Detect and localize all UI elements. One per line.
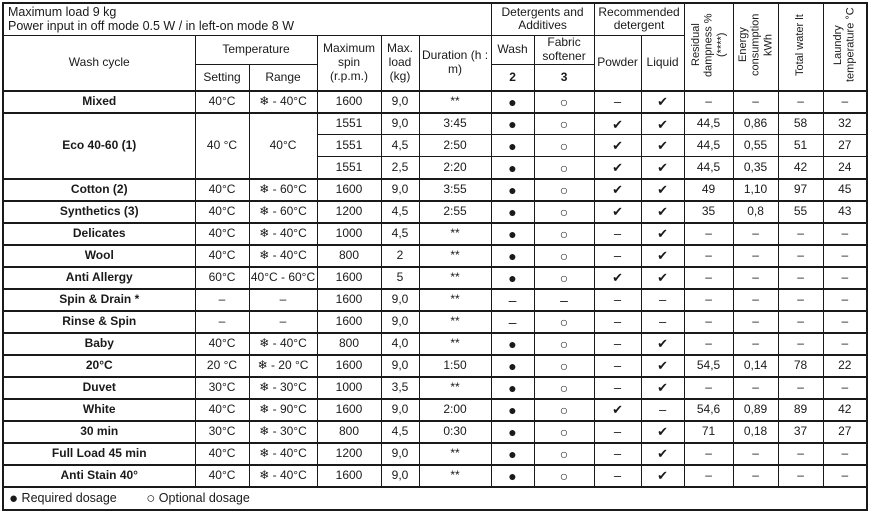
energy-consumption-value: 0,35 (733, 157, 778, 179)
energy-consumption-value: – (733, 377, 778, 399)
max-load: 9,0 (381, 289, 419, 311)
powder-check: – (594, 311, 641, 333)
temp-setting: 60°C (195, 267, 249, 289)
total-water-value: – (778, 289, 823, 311)
total-water-value: 89 (778, 399, 823, 421)
powder-check: ✔ (594, 267, 641, 289)
softener-dosage: ○ (534, 201, 594, 223)
wash-dosage: ● (491, 267, 534, 289)
max-spin: 1000 (317, 223, 381, 245)
laundry-temperature-value: 24 (823, 157, 867, 179)
powder-check: – (594, 443, 641, 465)
wash-programs-body (3, 91, 867, 487)
softener-dosage: ○ (534, 179, 594, 201)
wash-dosage: ● (491, 399, 534, 421)
wash-cycle-name: 20°C (3, 355, 195, 377)
laundry-temperature-value: 22 (823, 355, 867, 377)
softener-dosage: ○ (534, 223, 594, 245)
required-dosage-label: Required dosage (21, 490, 117, 505)
residual-dampness-value: – (684, 223, 733, 245)
residual-dampness-value: – (684, 289, 733, 311)
temp-range: ❄ - 30°C (249, 377, 317, 399)
liquid-check: ✔ (641, 377, 684, 399)
laundry-temperature-value: – (823, 223, 867, 245)
temp-range: ❄ - 60°C (249, 179, 317, 201)
max-spin: 1551 (317, 157, 381, 179)
temp-range: ❄ - 20 °C (249, 355, 317, 377)
total-water-value: – (778, 377, 823, 399)
duration: ** (419, 465, 491, 487)
laundry-temperature-value: 27 (823, 421, 867, 443)
max-spin: 1200 (317, 201, 381, 223)
wash-programs-table (2, 2, 868, 511)
total-water-value: – (778, 443, 823, 465)
required-dosage-icon: ● (9, 489, 19, 507)
table-row (3, 245, 867, 267)
max-load: 9,0 (381, 311, 419, 333)
wash-cycle-name: Full Load 45 min (3, 443, 195, 465)
energy-consumption-value: – (733, 465, 778, 487)
temp-setting: 40°C (195, 179, 249, 201)
header-recommended-detergent: Recommended detergent (594, 3, 684, 35)
table-row (3, 267, 867, 289)
total-water-value: 58 (778, 113, 823, 135)
temp-range: ❄ - 40°C (249, 333, 317, 355)
total-water-value: 78 (778, 355, 823, 377)
temp-range: ❄ - 40°C (249, 443, 317, 465)
wash-dosage: ● (491, 179, 534, 201)
duration: ** (419, 333, 491, 355)
wash-dosage: ● (491, 113, 534, 135)
wash-dosage: ● (491, 157, 534, 179)
header-detergents-additives: Detergents and Additives (491, 3, 594, 35)
liquid-check: ✔ (641, 223, 684, 245)
residual-dampness-value: – (684, 91, 733, 113)
wash-cycle-name: Mixed (3, 91, 195, 113)
laundry-temperature-value: 45 (823, 179, 867, 201)
duration: ** (419, 91, 491, 113)
residual-dampness-value: – (684, 465, 733, 487)
residual-dampness-value: – (684, 311, 733, 333)
powder-check: ✔ (594, 113, 641, 135)
powder-check: – (594, 245, 641, 267)
energy-consumption-value: – (733, 289, 778, 311)
residual-dampness-value: 54,5 (684, 355, 733, 377)
legend-row (3, 487, 867, 510)
temp-setting: 40°C (195, 91, 249, 113)
header-duration: Duration (h : m) (419, 35, 491, 91)
energy-consumption-value: 0,14 (733, 355, 778, 377)
laundry-temperature-value: – (823, 289, 867, 311)
residual-dampness-value: – (684, 377, 733, 399)
wash-dosage: ● (491, 377, 534, 399)
wash-dosage: ● (491, 355, 534, 377)
duration: ** (419, 443, 491, 465)
softener-dosage: ○ (534, 355, 594, 377)
liquid-check: ✔ (641, 443, 684, 465)
softener-dosage: ○ (534, 333, 594, 355)
temp-setting: 40 °C (195, 113, 249, 179)
duration: ** (419, 223, 491, 245)
energy-consumption-value: 0,8 (733, 201, 778, 223)
dosage-legend (3, 487, 867, 510)
residual-dampness-value: – (684, 245, 733, 267)
temp-range: 40°C (249, 113, 317, 179)
table-row (3, 91, 867, 113)
optional-dosage-icon: ○ (146, 489, 156, 507)
temp-range: – (249, 311, 317, 333)
wash-cycle-name: Synthetics (3) (3, 201, 195, 223)
temp-setting: 30°C (195, 421, 249, 443)
total-water-value: – (778, 91, 823, 113)
header-temperature: Temperature (195, 35, 317, 65)
temp-range: ❄ - 40°C (249, 223, 317, 245)
softener-dosage: ○ (534, 91, 594, 113)
energy-consumption-value: – (733, 223, 778, 245)
powder-check: ✔ (594, 135, 641, 157)
max-load: 4,0 (381, 333, 419, 355)
laundry-temperature-value: – (823, 91, 867, 113)
temp-setting: – (195, 311, 249, 333)
wash-dosage: ● (491, 245, 534, 267)
duration: 2:50 (419, 135, 491, 157)
wash-cycle-name: Baby (3, 333, 195, 355)
max-spin: 1600 (317, 289, 381, 311)
header-wash-dosage-number: 2 (491, 65, 534, 91)
powder-check: – (594, 377, 641, 399)
max-spin: 1600 (317, 465, 381, 487)
residual-dampness-value: 44,5 (684, 113, 733, 135)
table-row (3, 377, 867, 399)
max-spin: 1551 (317, 113, 381, 135)
max-load-info-line: Maximum load 9 kg (8, 5, 117, 19)
liquid-check: ✔ (641, 179, 684, 201)
liquid-check: – (641, 289, 684, 311)
powder-check: ✔ (594, 201, 641, 223)
softener-dosage: ○ (534, 267, 594, 289)
table-row (3, 179, 867, 201)
max-spin: 1600 (317, 267, 381, 289)
residual-dampness-value: 49 (684, 179, 733, 201)
softener-dosage: ○ (534, 157, 594, 179)
liquid-check: – (641, 399, 684, 421)
total-water-value: – (778, 311, 823, 333)
total-water-value: – (778, 333, 823, 355)
total-water-value: 97 (778, 179, 823, 201)
powder-check: ✔ (594, 157, 641, 179)
max-load: 2,5 (381, 157, 419, 179)
wash-dosage: ● (491, 333, 534, 355)
max-spin: 1600 (317, 399, 381, 421)
total-water-value: 37 (778, 421, 823, 443)
total-water-value: – (778, 223, 823, 245)
table-row (3, 201, 867, 223)
wash-dosage: ● (491, 135, 534, 157)
temp-setting: 40°C (195, 201, 249, 223)
header-total-water: Total water lt (778, 3, 823, 91)
duration: 3:55 (419, 179, 491, 201)
table-row (3, 399, 867, 421)
softener-dosage: ○ (534, 465, 594, 487)
max-spin: 1600 (317, 311, 381, 333)
wash-cycle-name: Eco 40-60 (1) (3, 113, 195, 179)
wash-dosage: ● (491, 201, 534, 223)
residual-dampness-value: 44,5 (684, 157, 733, 179)
header-energy-consumption: Energy consumption kWh (733, 3, 778, 91)
duration: ** (419, 289, 491, 311)
max-load: 4,5 (381, 135, 419, 157)
powder-check: – (594, 91, 641, 113)
wash-dosage: – (491, 311, 534, 333)
temp-setting: 20 °C (195, 355, 249, 377)
max-spin: 1600 (317, 179, 381, 201)
power-input-info-line: Power input in off mode 0.5 W / in left-on mode 8 W (8, 19, 295, 34)
max-load: 4,5 (381, 421, 419, 443)
duration: 2:20 (419, 157, 491, 179)
table-row (3, 443, 867, 465)
header-max-load: Max. load (kg) (381, 35, 419, 91)
powder-check: – (594, 355, 641, 377)
energy-consumption-value: – (733, 267, 778, 289)
temp-setting: 40°C (195, 465, 249, 487)
liquid-check: ✔ (641, 421, 684, 443)
total-water-value: – (778, 465, 823, 487)
max-load-power-info (3, 3, 491, 35)
energy-consumption-value: 0,18 (733, 421, 778, 443)
duration: 2:00 (419, 399, 491, 421)
wash-cycle-name: 30 min (3, 421, 195, 443)
liquid-check: – (641, 311, 684, 333)
temp-range: – (249, 289, 317, 311)
liquid-check: ✔ (641, 201, 684, 223)
duration: 2:55 (419, 201, 491, 223)
wash-dosage: ● (491, 421, 534, 443)
wash-cycle-name: Delicates (3, 223, 195, 245)
wash-dosage: ● (491, 465, 534, 487)
total-water-value: 55 (778, 201, 823, 223)
softener-dosage: – (534, 289, 594, 311)
laundry-temperature-value: – (823, 245, 867, 267)
powder-check: ✔ (594, 399, 641, 421)
header-powder: Powder (594, 35, 641, 91)
max-spin: 1600 (317, 355, 381, 377)
wash-cycle-name: Anti Allergy (3, 267, 195, 289)
softener-dosage: ○ (534, 377, 594, 399)
laundry-temperature-value: – (823, 267, 867, 289)
header-fabric-softener: Fabric softener (534, 35, 594, 65)
energy-consumption-value: 0,89 (733, 399, 778, 421)
energy-consumption-value: – (733, 443, 778, 465)
wash-cycle-name: Rinse & Spin (3, 311, 195, 333)
table-row (3, 223, 867, 245)
temp-setting: 30°C (195, 377, 249, 399)
liquid-check: ✔ (641, 135, 684, 157)
residual-dampness-value: 71 (684, 421, 733, 443)
energy-consumption-value: – (733, 91, 778, 113)
residual-dampness-value: – (684, 267, 733, 289)
table-row (3, 421, 867, 443)
max-load: 9,0 (381, 179, 419, 201)
max-spin: 800 (317, 421, 381, 443)
temp-range: ❄ - 90°C (249, 399, 317, 421)
softener-dosage: ○ (534, 135, 594, 157)
laundry-temperature-value: 43 (823, 201, 867, 223)
softener-dosage: ○ (534, 399, 594, 421)
temp-range: ❄ - 40°C (249, 245, 317, 267)
temp-setting: 40°C (195, 443, 249, 465)
softener-dosage: ○ (534, 113, 594, 135)
residual-dampness-value: 44,5 (684, 135, 733, 157)
header-softener-dosage-number: 3 (534, 65, 594, 91)
liquid-check: ✔ (641, 267, 684, 289)
max-load: 4,5 (381, 223, 419, 245)
laundry-temperature-value: – (823, 333, 867, 355)
header-setting: Setting (195, 65, 249, 91)
max-load: 2 (381, 245, 419, 267)
max-load: 9,0 (381, 91, 419, 113)
energy-consumption-value: – (733, 311, 778, 333)
duration: ** (419, 267, 491, 289)
powder-check: – (594, 333, 641, 355)
wash-cycle-name: Anti Stain 40° (3, 465, 195, 487)
liquid-check: ✔ (641, 333, 684, 355)
max-spin: 1200 (317, 443, 381, 465)
temp-range: ❄ - 40°C (249, 465, 317, 487)
wash-cycle-name: White (3, 399, 195, 421)
max-load: 9,0 (381, 465, 419, 487)
max-load: 9,0 (381, 443, 419, 465)
total-water-value: 42 (778, 157, 823, 179)
temp-setting: 40°C (195, 245, 249, 267)
powder-check: – (594, 465, 641, 487)
temp-range: ❄ - 30°C (249, 421, 317, 443)
max-spin: 800 (317, 245, 381, 267)
wash-dosage: ● (491, 223, 534, 245)
duration: ** (419, 311, 491, 333)
wash-cycle-name: Duvet (3, 377, 195, 399)
max-spin: 1000 (317, 377, 381, 399)
wash-dosage: ● (491, 91, 534, 113)
laundry-temperature-value: – (823, 443, 867, 465)
softener-dosage: ○ (534, 311, 594, 333)
softener-dosage: ○ (534, 421, 594, 443)
wash-cycle-name: Wool (3, 245, 195, 267)
laundry-temperature-value: 42 (823, 399, 867, 421)
laundry-temperature-value: – (823, 311, 867, 333)
duration: ** (419, 245, 491, 267)
powder-check: – (594, 421, 641, 443)
liquid-check: ✔ (641, 113, 684, 135)
max-load: 9,0 (381, 399, 419, 421)
softener-dosage: ○ (534, 245, 594, 267)
energy-consumption-value: 0,55 (733, 135, 778, 157)
liquid-check: ✔ (641, 465, 684, 487)
header-laundry-temperature: Laundry temperature °C (823, 3, 867, 91)
liquid-check: ✔ (641, 91, 684, 113)
table-row (3, 355, 867, 377)
max-load: 3,5 (381, 377, 419, 399)
temp-setting: 40°C (195, 333, 249, 355)
header-range: Range (249, 65, 317, 91)
temp-range: ❄ - 60°C (249, 201, 317, 223)
max-load: 9,0 (381, 355, 419, 377)
duration: 0:30 (419, 421, 491, 443)
header-wash: Wash (491, 35, 534, 65)
wash-cycle-name: Spin & Drain * (3, 289, 195, 311)
liquid-check: ✔ (641, 355, 684, 377)
table-row (3, 465, 867, 487)
wash-cycle-name: Cotton (2) (3, 179, 195, 201)
header-maximum-spin: Maximum spin (r.p.m.) (317, 35, 381, 91)
laundry-temperature-value: 27 (823, 135, 867, 157)
powder-check: ✔ (594, 179, 641, 201)
total-water-value: 51 (778, 135, 823, 157)
max-load: 5 (381, 267, 419, 289)
max-spin: 800 (317, 333, 381, 355)
header-liquid: Liquid (641, 35, 684, 91)
laundry-temperature-value: – (823, 465, 867, 487)
temp-range: 40°C - 60°C (249, 267, 317, 289)
optional-dosage-label: Optional dosage (158, 490, 250, 505)
total-water-value: – (778, 267, 823, 289)
total-water-value: – (778, 245, 823, 267)
max-spin: 1551 (317, 135, 381, 157)
residual-dampness-value: 54,6 (684, 399, 733, 421)
wash-dosage: ● (491, 443, 534, 465)
liquid-check: ✔ (641, 245, 684, 267)
energy-consumption-value: – (733, 333, 778, 355)
powder-check: – (594, 289, 641, 311)
table-row (3, 289, 867, 311)
residual-dampness-value: – (684, 443, 733, 465)
laundry-temperature-value: – (823, 377, 867, 399)
residual-dampness-value: – (684, 333, 733, 355)
temp-setting: 40°C (195, 223, 249, 245)
max-spin: 1600 (317, 91, 381, 113)
temp-setting: – (195, 289, 249, 311)
duration: ** (419, 377, 491, 399)
table-row (3, 311, 867, 333)
laundry-temperature-value: 32 (823, 113, 867, 135)
powder-check: – (594, 223, 641, 245)
max-load: 4,5 (381, 201, 419, 223)
duration: 1:50 (419, 355, 491, 377)
softener-dosage: ○ (534, 443, 594, 465)
table-row (3, 113, 867, 135)
temp-setting: 40°C (195, 399, 249, 421)
energy-consumption-value: 0,86 (733, 113, 778, 135)
header-wash-cycle: Wash cycle (3, 35, 195, 91)
residual-dampness-value: 35 (684, 201, 733, 223)
energy-consumption-value: – (733, 245, 778, 267)
table-row (3, 333, 867, 355)
temp-range: ❄ - 40°C (249, 91, 317, 113)
max-load: 9,0 (381, 113, 419, 135)
wash-dosage: – (491, 289, 534, 311)
liquid-check: ✔ (641, 157, 684, 179)
energy-consumption-value: 1,10 (733, 179, 778, 201)
duration: 3:45 (419, 113, 491, 135)
header-residual-dampness: Residual dampness % (****) (684, 3, 733, 91)
